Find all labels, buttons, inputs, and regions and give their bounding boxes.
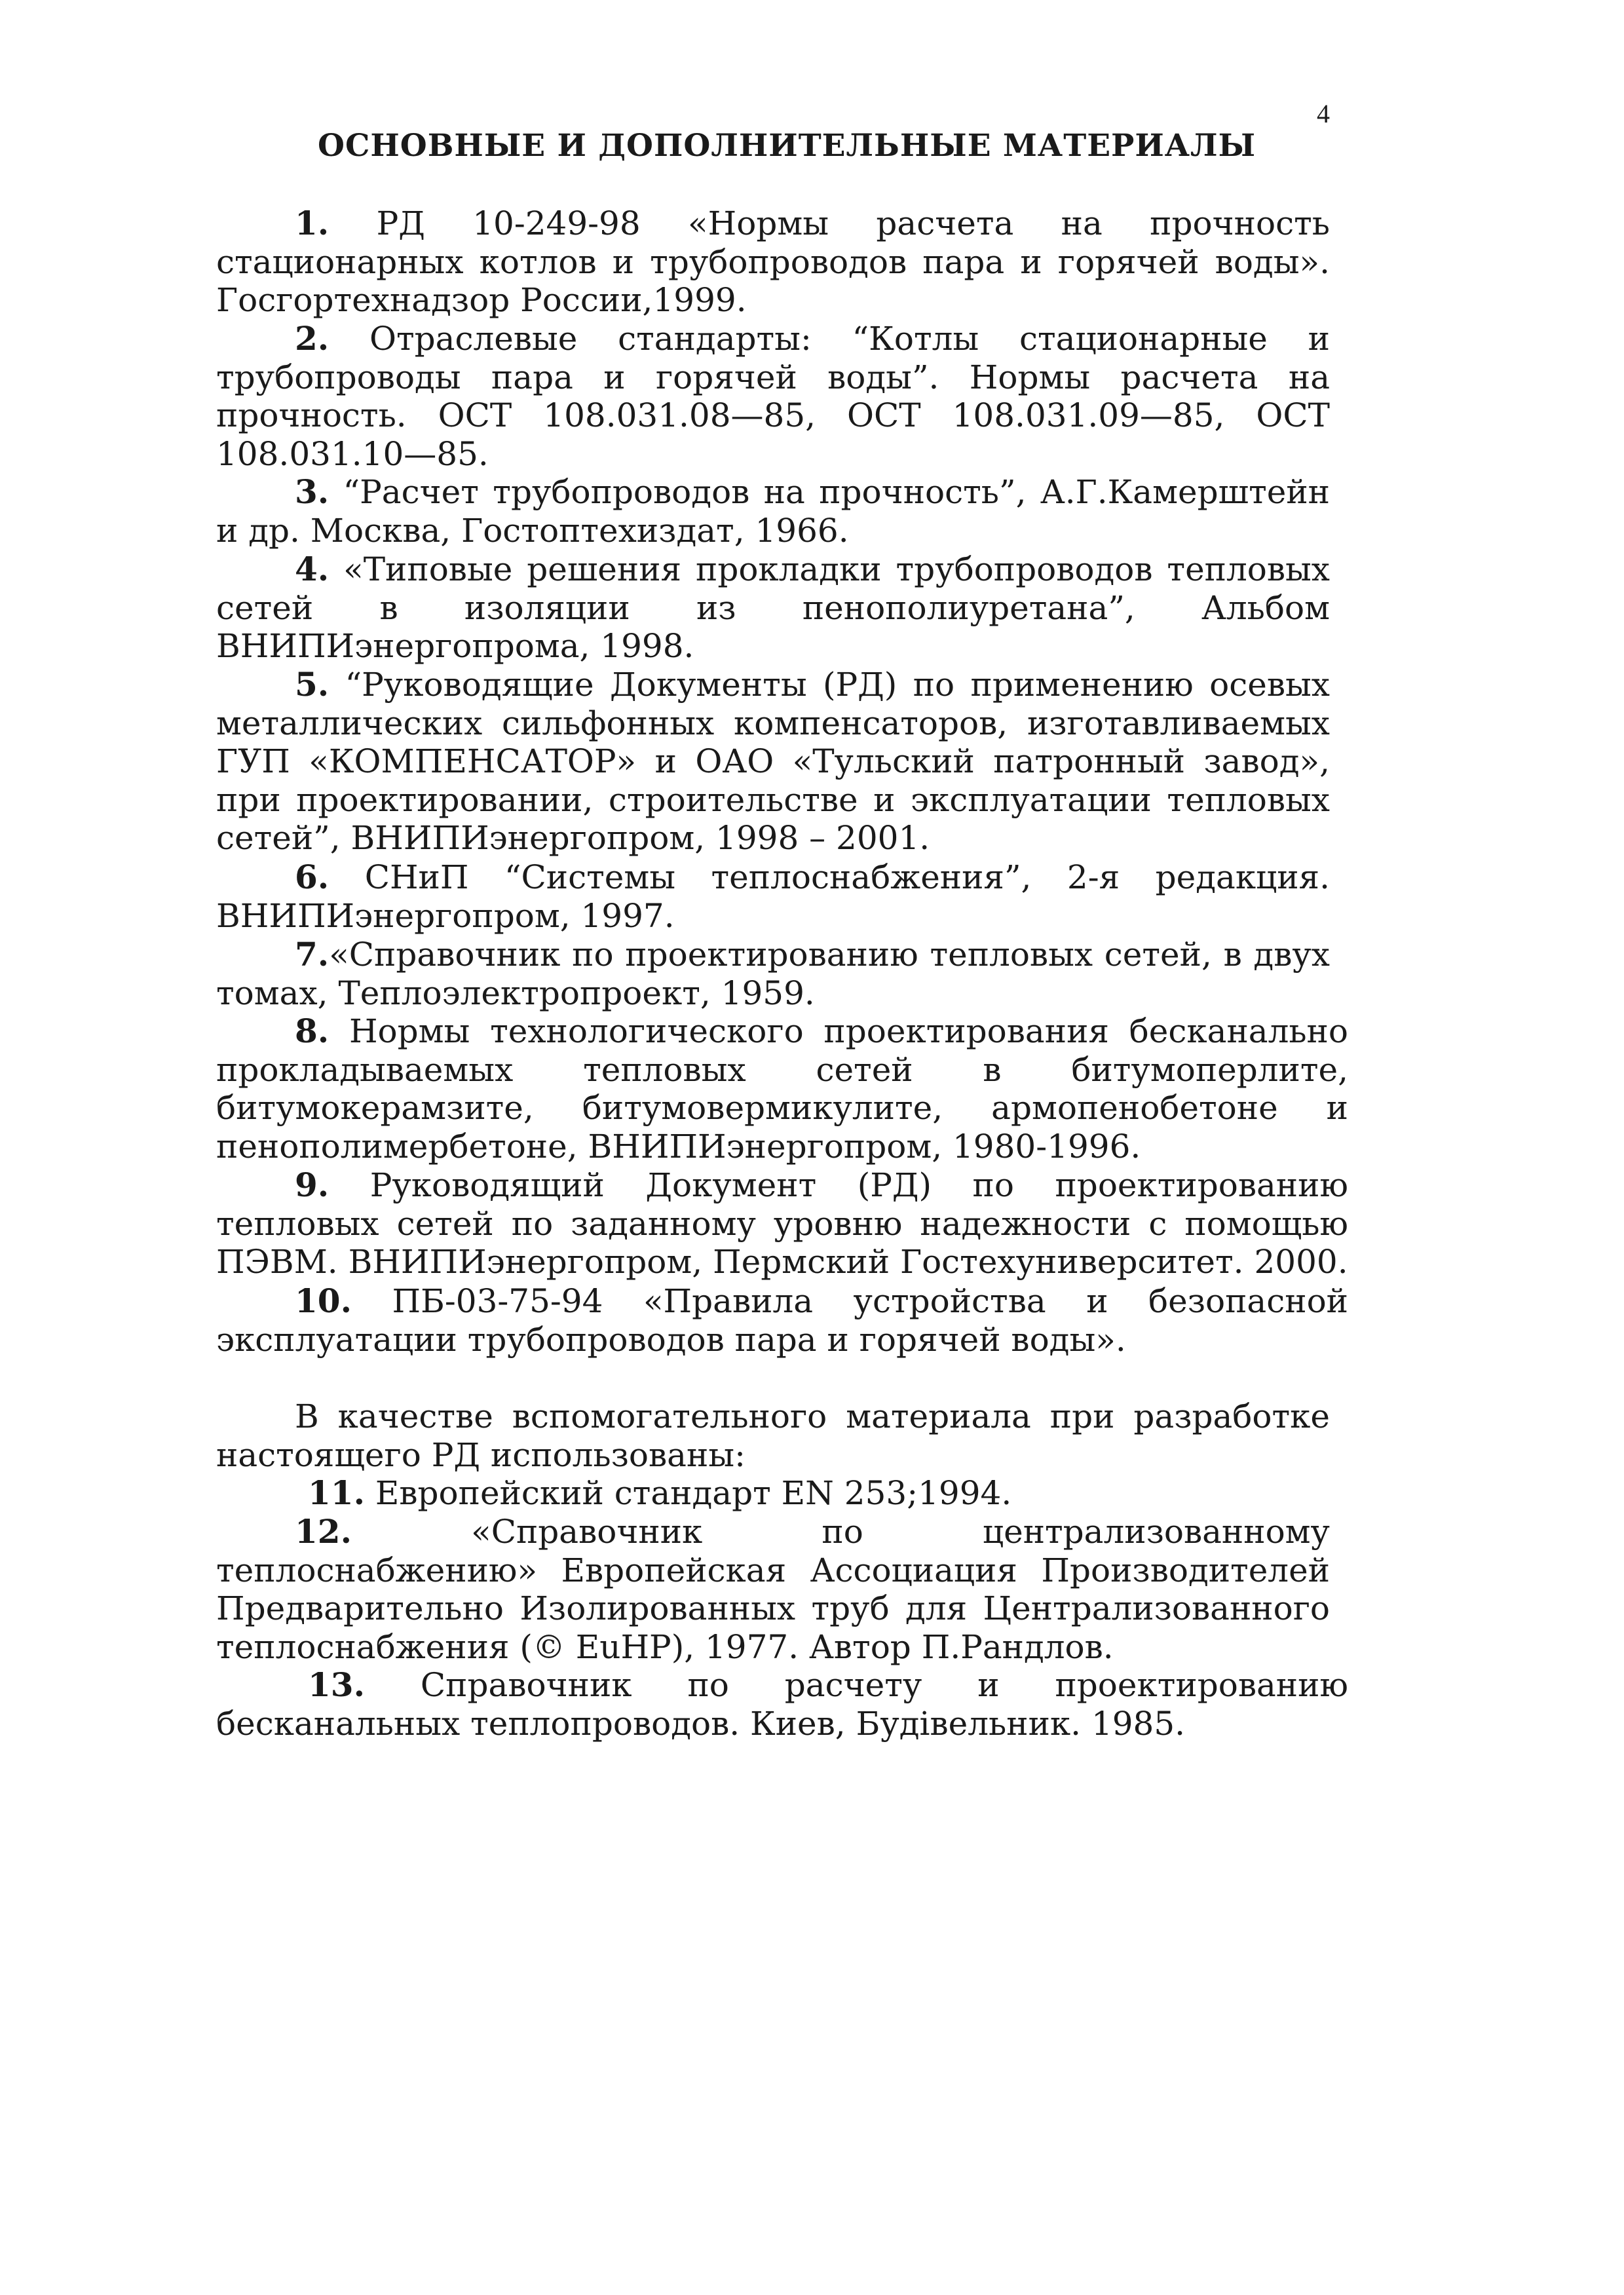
reference-item-7 (216, 936, 1330, 1012)
reference-number: 6. (295, 858, 330, 896)
reference-item-13 (216, 1666, 1348, 1743)
page-number: 4 (1317, 99, 1330, 128)
page-title: ОСНОВНЫЕ И ДОПОЛНИТЕЛЬНЫЕ МАТЕРИАЛЫ (318, 128, 1256, 164)
auxiliary-intro-text: В качестве вспомогательного материала при разработке настоящего РД использованы: (216, 1397, 1330, 1474)
reference-text: Справочник по расчету и проектированию бесканальных теплопроводов. Киев, Будівельник. 1985. (216, 1666, 1348, 1743)
reference-item-5 (216, 666, 1330, 858)
reference-item-11 (216, 1474, 1330, 1513)
reference-item-10 (216, 1282, 1348, 1359)
reference-number: 4. (295, 550, 330, 588)
reference-number: 1. (295, 204, 330, 242)
reference-item-8 (216, 1012, 1348, 1166)
auxiliary-intro (216, 1397, 1330, 1474)
reference-text: «Типовые решения прокладки трубопроводов тепловых сетей в изоляции из пенополиуретана”, Альбом ВНИПИэнергопрома, 1998. (216, 550, 1330, 665)
reference-text: Нормы технологического проектирования бесканально прокладываемых тепловых сетей в битумоперлите, битумокерамзите, битумовермикулите, армопенобетоне и пенополимербетоне, ВНИПИэнергопром, 1980-1996. (216, 1012, 1348, 1166)
reference-text: “Руководящие Документы (РД) по применению осевых металлических сильфонных компенсаторов, изготавливаемых ГУП «КОМПЕНСАТОР» и ОАО «Тульский патронный завод», при проектировании, строительстве и эксплуатации тепловых сетей”, ВНИПИэнергопром, 1998 – 2001. (216, 666, 1330, 857)
reference-item-2 (216, 320, 1330, 473)
reference-text: ПБ-03-75-94 «Правила устройства и безопасной эксплуатации трубопроводов пара и горячей воды». (216, 1282, 1348, 1359)
reference-item-4 (216, 550, 1330, 666)
reference-number: 2. (295, 319, 330, 358)
reference-item-6 (216, 858, 1330, 935)
reference-text: Отраслевые стандарты: “Котлы стационарные и трубопроводы пара и горячей воды”. Нормы расчета на прочность. ОСТ 108.031.08—85, ОСТ 108.031.09—85, ОСТ 108.031.10—85. (216, 320, 1330, 473)
reference-number: 7. (295, 935, 330, 974)
reference-item-1 (216, 204, 1330, 320)
reference-number: 3. (295, 472, 330, 511)
reference-number: 12. (295, 1512, 352, 1551)
reference-text: СНиП “Системы теплоснабжения”, 2-я редакция. ВНИПИэнергопром, 1997. (216, 858, 1330, 935)
reference-number: 13. (308, 1665, 365, 1704)
reference-number: 10. (295, 1281, 352, 1320)
reference-number: 11. (308, 1473, 365, 1512)
reference-item-3 (216, 473, 1330, 550)
reference-number: 9. (295, 1166, 330, 1204)
reference-number: 8. (295, 1012, 330, 1050)
reference-text: “Расчет трубопроводов на прочность”, А.Г.Камерштейн и др. Москва, Гостоптехиздат, 1966. (216, 473, 1330, 550)
reference-text: «Справочник по проектированию тепловых сетей, в двух томах, Теплоэлектропроект, 1959. (216, 936, 1330, 1012)
reference-text: РД 10-249-98 «Нормы расчета на прочность стационарных котлов и трубопроводов пара и горячей воды». Госгортехнадзор России,1999. (216, 204, 1330, 319)
reference-text: «Справочник по централизованному теплоснабжению» Европейская Ассоциация Производителей Предварительно Изолированных труб для Централизованного теплоснабжения (© EuHP), 1977. Автор П.Рандлов. (216, 1513, 1330, 1666)
reference-text: Руководящий Документ (РД) по проектированию тепловых сетей по заданному уровню надежности с помощью ПЭВМ. ВНИПИэнергопром, Пермский Гостехуниверситет. 2000. (216, 1166, 1348, 1281)
reference-item-12 (216, 1513, 1330, 1666)
reference-number: 5. (295, 665, 330, 704)
reference-item-9 (216, 1166, 1348, 1281)
reference-text: Европейский стандарт EN 253;1994. (375, 1474, 1012, 1512)
